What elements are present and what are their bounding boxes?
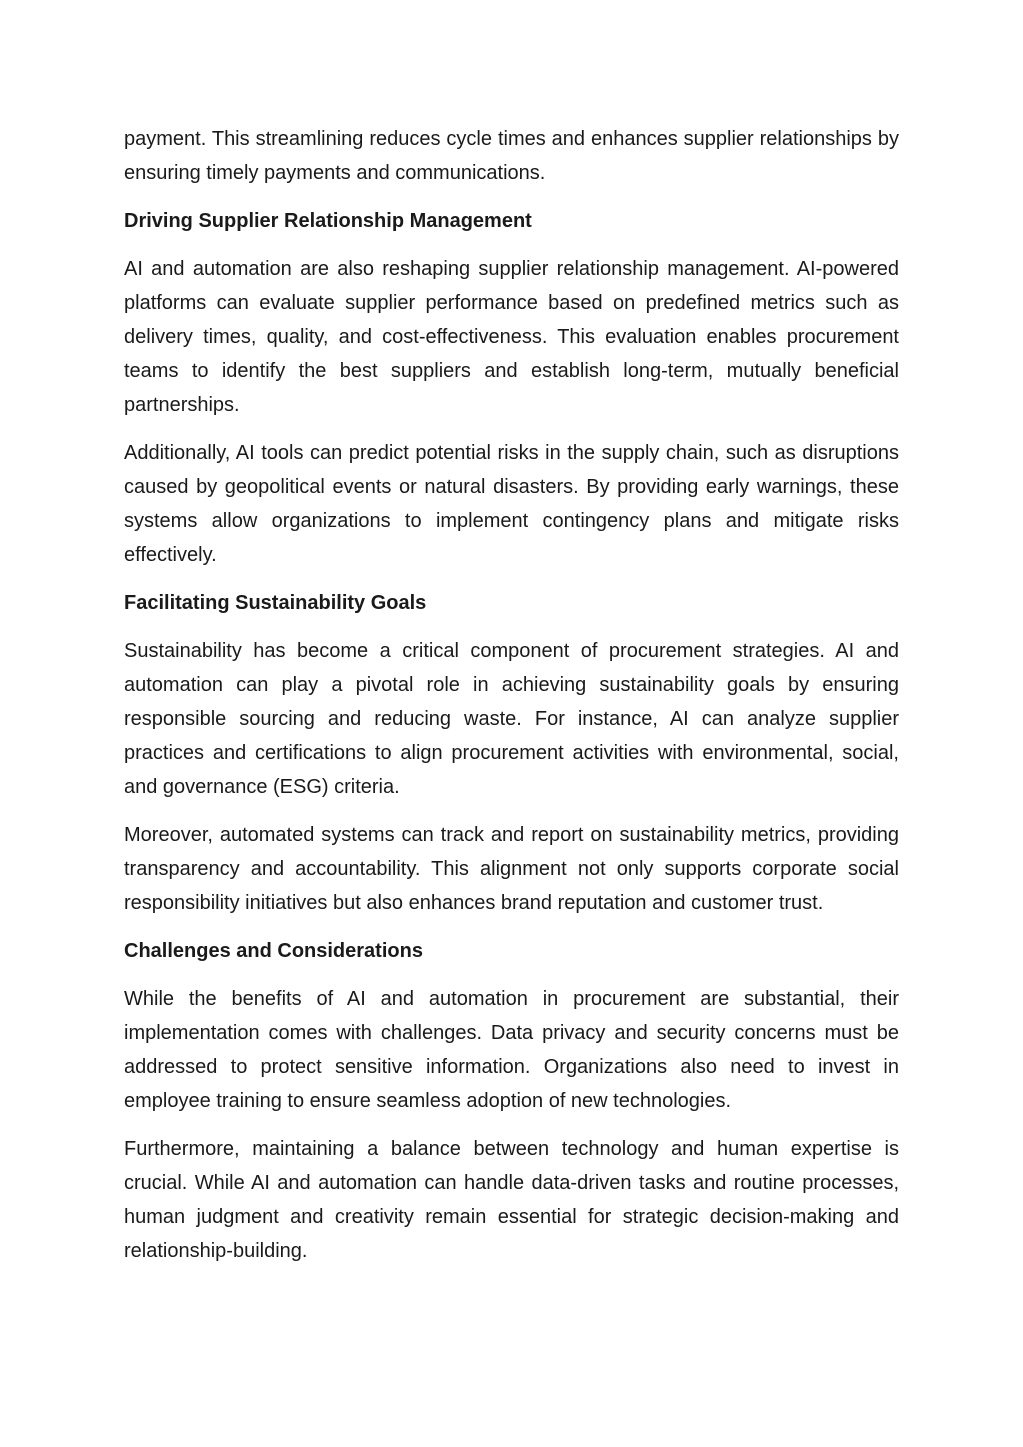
body-paragraph: AI and automation are also reshaping supplier relationship management. AI-powered platforms can evaluate supplier performance based on predefined metrics such as delivery times, quality, and cost-effectiveness. This evaluation enables procurement teams to identify the best suppliers and establish long-term, mutually beneficial partnerships. (124, 258, 899, 416)
intro-paragraph: payment. This streamlining reduces cycle times and enhances supplier relationships by ensuring timely payments and communications. (124, 128, 899, 184)
body-paragraph: Sustainability has become a critical component of procurement strategies. AI and automation can play a pivotal role in achieving sustainability goals by ensuring responsible sourcing and reducing waste. For instance, AI can analyze supplier practices and certifications to align procurement activities with environmental, social, and governance (ESG) criteria. (124, 640, 899, 798)
section-heading-sustainability: Facilitating Sustainability Goals (124, 592, 427, 614)
document-page (124, 122, 899, 1282)
section-heading-challenges: Challenges and Considerations (124, 940, 423, 962)
body-paragraph: Moreover, automated systems can track and report on sustainability metrics, providing transparency and accountability. This alignment not only supports corporate social responsibility initiatives but also enhances brand reputation and customer trust. (124, 824, 899, 914)
body-paragraph: Additionally, AI tools can predict potential risks in the supply chain, such as disruptions caused by geopolitical events or natural disasters. By providing early warnings, these systems allow organizations to implement contingency plans and mitigate risks effectively. (124, 442, 899, 566)
body-paragraph: While the benefits of AI and automation in procurement are substantial, their implementation comes with challenges. Data privacy and security concerns must be addressed to protect sensitive information. Organizations also need to invest in employee training to ensure seamless adoption of new technologies. (124, 988, 899, 1112)
section-heading-supplier-relationship: Driving Supplier Relationship Management (124, 210, 532, 232)
body-paragraph: Furthermore, maintaining a balance between technology and human expertise is crucial. While AI and automation can handle data-driven tasks and routine processes, human judgment and creativity remain essential for strategic decision-making and relationship-building. (124, 1138, 899, 1262)
